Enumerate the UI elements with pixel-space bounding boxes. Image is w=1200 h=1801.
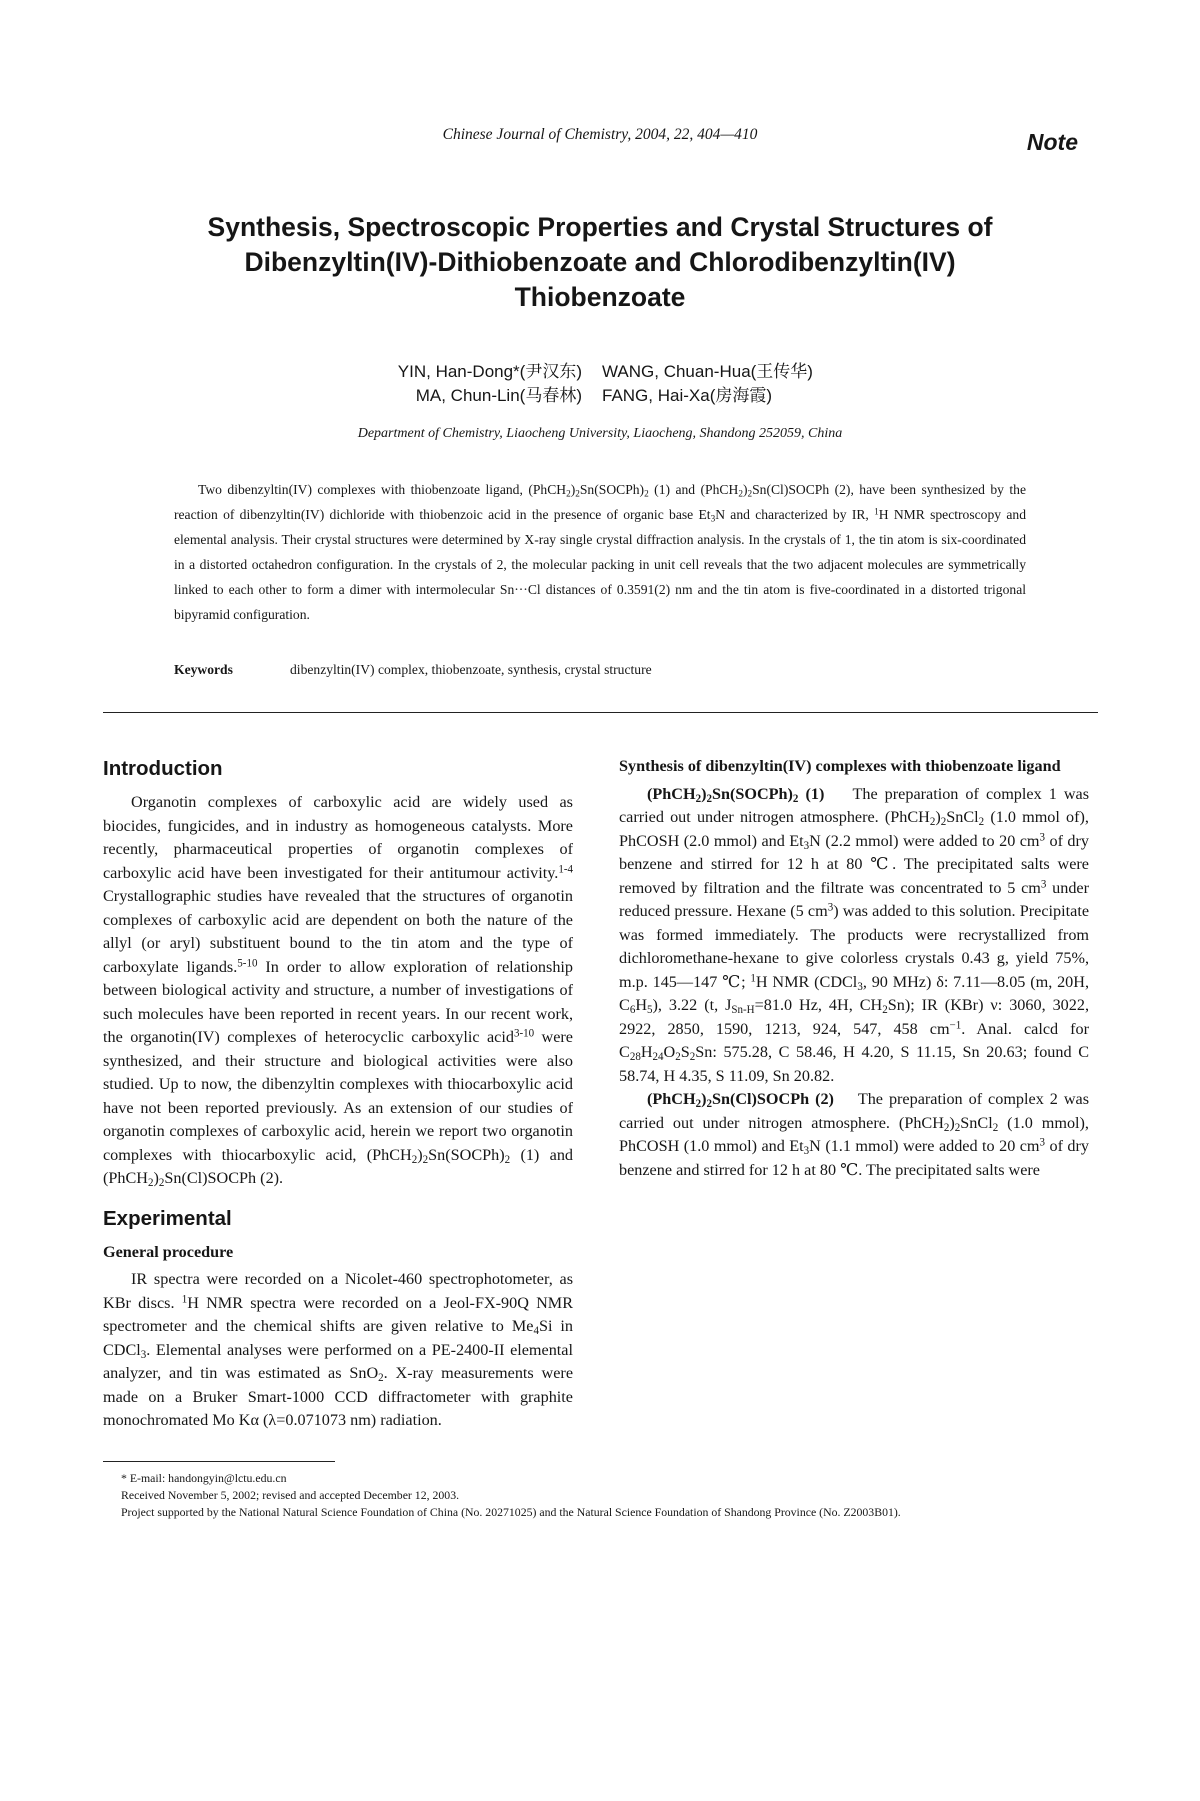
abstract	[174, 477, 1026, 627]
subscript: 28	[629, 1050, 641, 1063]
citation-superscript: 5-10	[237, 957, 258, 969]
general-run: H NMR spectra were recorded on a Jeol-FX-90Q NMR spectrometer and the chemical shifts are given relative to Me	[103, 1293, 573, 1335]
subscript: 2	[940, 815, 947, 828]
compound-run: )	[701, 784, 707, 803]
footnotes	[103, 1470, 1098, 1521]
body-run: H	[635, 996, 648, 1014]
superscript: 3	[827, 901, 834, 914]
subscript: 2	[747, 488, 753, 499]
keywords	[174, 662, 652, 678]
body-run: H NMR (CDCl	[755, 972, 858, 991]
abstract-run: Sn(SOCPh)	[579, 482, 645, 497]
abstract-run: )	[742, 482, 748, 497]
subscript: 2	[978, 815, 985, 828]
general-procedure-paragraph	[103, 1268, 573, 1433]
subscript: 2	[575, 488, 580, 499]
footnote-funding: Project supported by the National Natural Science Foundation of China (No. 20271025) and the Natural Science Foundation of Shandong Province (No. Z2003B01).	[121, 1505, 901, 1519]
subscript: 2	[992, 1121, 999, 1134]
footnote-divider	[103, 1461, 335, 1462]
introduction-paragraph	[103, 791, 573, 1191]
author-row	[0, 381, 1200, 405]
subscript: 2	[675, 1050, 681, 1063]
abstract-run: )	[570, 482, 576, 497]
subscript: 4	[533, 1324, 539, 1337]
author-name: YIN, Han-Dong*(尹汉东)	[397, 362, 582, 381]
body-run: )	[935, 808, 941, 826]
body-run: H	[640, 1043, 653, 1061]
subscript: 2	[738, 488, 743, 499]
compound-label	[647, 785, 824, 803]
body-run: The preparation of complex 1 was carried out under nitrogen atmosphere. (PhCH	[619, 784, 1090, 826]
subscript: 6	[629, 1003, 636, 1016]
superscript: −1	[949, 1019, 962, 1031]
subscript: 2	[644, 488, 649, 499]
title-line-3: Thiobenzoate	[514, 282, 686, 312]
body-run: SnCl	[946, 808, 979, 826]
citation-superscript: 3-10	[513, 1027, 535, 1040]
superscript: 3	[1039, 831, 1046, 843]
body-run: ) was added to this solution. Precipitate was formed immediately. The products were recrystallized from dichloromethane-hexane to give colorless crystals 0.43 g, yield 75%, m.p. 145—147 ℃;	[619, 902, 1090, 991]
general-run: Si in CDCl	[103, 1317, 574, 1359]
synthesis-heading: Synthesis of dibenzyltin(IV) complexes with thiobenzoate ligand	[619, 757, 1061, 775]
subscript: 2	[147, 1176, 154, 1189]
abstract-run: N and characterized by IR,	[715, 507, 875, 522]
body-run: O	[663, 1043, 676, 1061]
affiliation: Department of Chemistry, Liaocheng University, Liaocheng, Shandong 252059, China	[357, 426, 843, 441]
subscript: 3	[710, 513, 716, 524]
subscript: 2	[943, 1121, 950, 1134]
body-run: SnCl	[960, 1113, 993, 1132]
author-row	[0, 357, 1200, 381]
intro-run: were synthesized, and their structure and biological activities were also studied. Up to now, the dibenzyltin complexes with thiocarboxylic acid have not been reported previously. As an extension of our studies of organotin complexes of carboxylic acid, herein we report two organotin complexes with thiocarboxylic acid, (PhCH	[103, 1028, 573, 1164]
compound-run: (PhCH	[647, 784, 696, 803]
journal-citation: Chinese Journal of Chemistry, 2004, 22, 404—410	[442, 126, 758, 143]
subscript: 2	[792, 792, 799, 805]
subscript: 2	[929, 815, 936, 828]
author-name: MA, Chun-Lin(马春林)	[415, 386, 582, 405]
abstract-run: Sn(Cl)SOCPh (2), have been synthesized by the reaction of dibenzyltin(IV) dichloride with thiobenzoic acid in the presence of organic base Et	[174, 482, 1027, 522]
body-run: (1.0 mmol), PhCOSH (1.0 mmol) and Et	[619, 1113, 1089, 1155]
body-run: (1.0 mmol of), PhCOSH (2.0 mmol) and Et	[619, 808, 1089, 850]
general-run: . Elemental analyses were performed on a PE-2400-II elemental analyzer, and tin was estimated as SnO	[103, 1340, 573, 1382]
body-run: Sn: 575.28, C 58.46, H 4.20, S 11.15, Sn 20.63; found C 58.74, H 4.35, S 11.09, Sn 20.82.	[619, 1043, 1089, 1085]
title-line-1: Synthesis, Spectroscopic Properties and Crystal Structures of	[207, 212, 993, 242]
body-run: of dry benzene and stirred for 12 h at 80 ℃. The precipitated salts were removed by filtration and the filtrate was concentrated to 5 cm	[619, 831, 1090, 897]
citation-superscript: 1-4	[558, 863, 573, 875]
author-name: WANG, Chuan-Hua(王传华)	[602, 362, 813, 381]
subscript: 2	[706, 1097, 712, 1110]
intro-run: Sn(Cl)SOCPh (2).	[164, 1169, 284, 1187]
compound-run: Sn(Cl)SOCPh (2)	[711, 1090, 834, 1108]
complex-2-paragraph	[619, 1088, 1089, 1182]
subscript: 2	[954, 1121, 961, 1134]
body-run: S	[680, 1043, 690, 1061]
subscript: 3	[140, 1348, 147, 1361]
superscript: 3	[1039, 1136, 1046, 1149]
superscript: 1	[750, 972, 756, 984]
author-name: FANG, Hai-Xa(房海霞)	[602, 386, 773, 405]
intro-run: Crystallographic studies have revealed that the structures of organotin complexes of carboxylic acid are dependent on both the nature of the allyl (or aryl) substituent bound to the tin atom and the type of carboxylate ligands.	[103, 887, 573, 976]
body-run: under reduced pressure. Hexane (5 cm	[619, 878, 1089, 920]
abstract-run: H NMR spectroscopy and elemental analysis. Their crystal structures were determined by X-ray single crystal diffraction analysis. In the crystals of 1, the tin atom is six-coordinated in a distorted octahedron configuration. In the crystals of 2, the molecular packing in unit cell reveals that the two adjacent molecules are symmetrically linked to each other to form a dimer with intermolecular Sn···Cl distances of 0.3591(2) nm and the tin atom is five-coordinated in a distorted trigonal bipyramid configuration.	[174, 507, 1026, 622]
abstract-run: Two dibenzyltin(IV) complexes with thiobenzoate ligand, (PhCH	[198, 482, 567, 497]
experimental-heading: Experimental	[103, 1206, 232, 1230]
header-divider	[103, 712, 1098, 713]
intro-run: In order to allow exploration of relationship between biological activity and structure, a number of investigations of such molecules have been reported in recent years. In our recent work, the organotin(IV) complexes of heterocyclic carboxylic acid	[103, 957, 574, 1046]
complex-1-paragraph	[619, 783, 1089, 1089]
body-run: The preparation of complex 2 was carried out under nitrogen atmosphere. (PhCH	[619, 1090, 1089, 1132]
subscript: Sn-H	[731, 1003, 755, 1016]
article-type-label: Note	[1026, 129, 1078, 155]
subscript: 3	[803, 1144, 810, 1157]
subscript: 2	[882, 1003, 888, 1016]
subscript: 5	[647, 1003, 653, 1016]
body-run: of dry benzene and stirred for 12 h at 80 ℃. The precipitated salts were	[619, 1137, 1090, 1179]
author-list	[0, 357, 1200, 405]
subscript: 2	[695, 792, 702, 805]
compound-label	[647, 1090, 834, 1108]
subscript: 24	[652, 1050, 664, 1063]
compound-run: (PhCH	[647, 1090, 696, 1108]
abstract-run: (1) and (PhCH	[648, 482, 739, 497]
general-run: IR spectra were recorded on a Nicolet-460 spectrophotometer, as KBr discs.	[103, 1270, 573, 1312]
body-run: , 90 MHz) δ: 7.11—8.05 (m, 20H, C	[619, 972, 1089, 1014]
subscript: 2	[566, 488, 571, 499]
subscript: 2	[411, 1153, 418, 1166]
abstract-text	[174, 477, 1026, 627]
keywords-text: dibenzyltin(IV) complex, thiobenzoate, synthesis, crystal structure	[290, 662, 652, 677]
body-run: N (1.1 mmol) were added to 20 cm	[809, 1137, 1040, 1155]
body-run: . Anal. calcd for C	[619, 1019, 1090, 1061]
subscript: 3	[803, 839, 810, 852]
subscript: 2	[706, 792, 712, 805]
intro-run: Organotin complexes of carboxylic acid are widely used as biocides, fungicides, and in industry as homogeneous catalysts. More recently, pharmaceutical properties of organotin complexes of carboxylic acid have been investigated for their antitumour activity.	[103, 793, 573, 882]
superscript: 1	[874, 506, 879, 517]
title-line-2: Dibenzyltin(IV)-Dithiobenzoate and Chlorodibenzyltin(IV)	[244, 247, 956, 277]
subscript: 2	[158, 1176, 165, 1189]
intro-run: )	[417, 1145, 423, 1164]
subscript: 2	[695, 1097, 702, 1110]
body-run: N (2.2 mmol) were added to 20 cm	[809, 831, 1040, 850]
superscript: 3	[1040, 878, 1047, 890]
compound-run: (1)	[798, 784, 825, 803]
body-run: =81.0 Hz, 4H, CH	[754, 996, 883, 1014]
right-column	[619, 755, 1089, 1182]
subscript: 2	[689, 1050, 696, 1063]
body-run: )	[949, 1113, 955, 1132]
intro-run: Sn(SOCPh)	[428, 1145, 505, 1164]
introduction-heading: Introduction	[103, 757, 223, 780]
intro-run: )	[153, 1169, 159, 1187]
left-column	[103, 755, 573, 1433]
article-title	[150, 210, 1050, 315]
footnote-email: * E-mail: handongyin@lctu.edu.cn	[121, 1471, 287, 1485]
compound-run: )	[701, 1090, 707, 1108]
superscript: 1	[181, 1293, 188, 1305]
body-run: Sn); IR (KBr) ν: 3060, 3022, 2922, 2850, 1590, 1213, 924, 547, 458 cm	[619, 996, 1090, 1038]
body-run: ), 3.22 (t, J	[652, 996, 732, 1014]
subscript: 3	[857, 980, 863, 993]
compound-run: Sn(SOCPh)	[711, 784, 793, 803]
general-procedure-heading: General procedure	[103, 1242, 234, 1261]
footnote-received: Received November 5, 2002; revised and accepted December 12, 2003.	[121, 1488, 460, 1502]
subscript: 2	[504, 1153, 511, 1166]
subscript: 2	[378, 1371, 384, 1384]
subscript: 2	[422, 1153, 429, 1166]
intro-run: (1) and (PhCH	[103, 1145, 574, 1187]
keywords-label: Keywords	[174, 662, 233, 677]
general-run: . X-ray measurements were made on a Bruker Smart-1000 CCD diffractometer with graphite monochromated Mo Kα (λ=0.071073 nm) radiation.	[103, 1364, 573, 1429]
